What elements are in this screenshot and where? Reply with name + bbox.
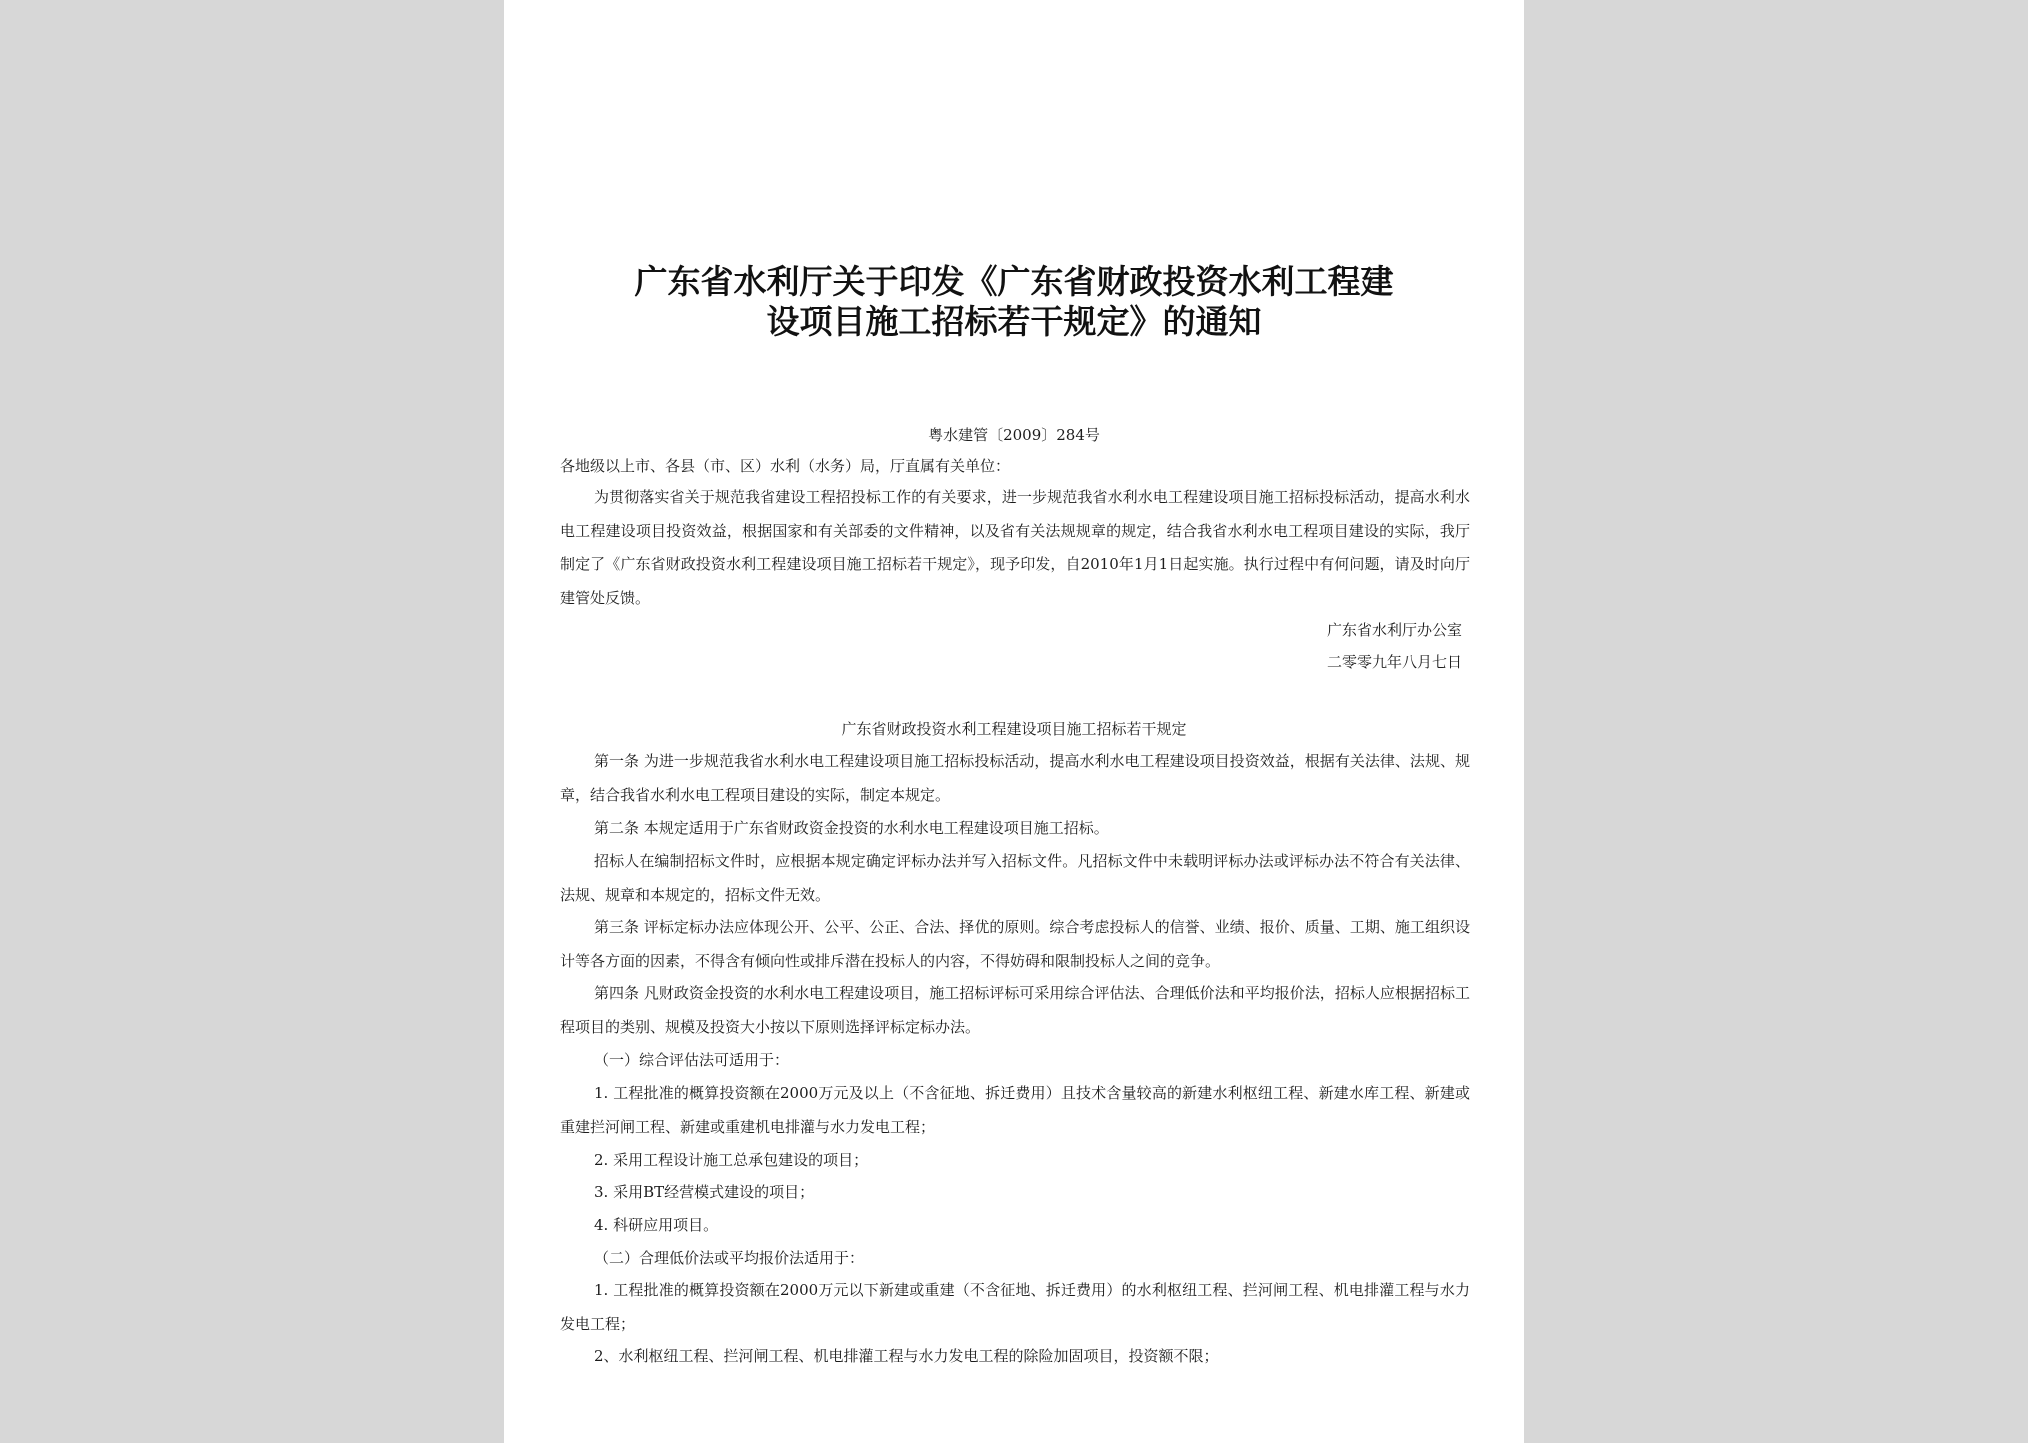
article-4: 第四条 凡财政资金投资的水利水电工程建设项目，施工招标评标可采用综合评估法、合理低价法和平均报价法，招标人应根据招标工程项目的类别、规模及投资大小按以下原则选择评标定标办法。 (560, 984, 1470, 1036)
section-1-item-1: 1. 工程批准的概算投资额在2000万元及以上（不含征地、拆迁费用）且技术含量较高的新建水利枢纽工程、新建水库工程、新建或重建拦河闸工程、新建或重建机电排灌与水力发电工程； (560, 1084, 1470, 1136)
issue-date: 二零零九年八月七日 (1326, 653, 1462, 671)
document-title-line-1: 广东省水利厅关于印发《广东省财政投资水利工程建 (634, 262, 1394, 301)
section-1-heading: （一）综合评估法可适用于： (594, 1051, 790, 1069)
article-2: 第二条 本规定适用于广东省财政资金投资的水利水电工程建设项目施工招标。 (594, 819, 1109, 837)
document-page (504, 0, 1524, 1443)
section-1-item-4: 4. 科研应用项目。 (594, 1216, 719, 1234)
article-3: 第三条 评标定标办法应体现公开、公平、公正、合法、择优的原则。综合考虑投标人的信誉、业绩、报价、质量、工期、施工组织设计等各方面的因素，不得含有倾向性或排斥潜在投标人的内容，不得妨碍和限制投标人之间的竞争。 (560, 918, 1470, 970)
section-1-item-3: 3. 采用BT经营模式建设的项目； (594, 1183, 815, 1201)
section-1-item-2: 2. 采用工程设计施工总承包建设的项目； (594, 1151, 869, 1169)
section-2-heading: （二）合理低价法或平均报价法适用于： (594, 1249, 865, 1267)
intro-paragraph: 为贯彻落实省关于规范我省建设工程招投标工作的有关要求，进一步规范我省水利水电工程建设项目施工招标投标活动，提高水利水电工程建设项目投资效益，根据国家和有关部委的文件精神，以及省有关法规规章的规定，结合我省水利水电工程项目建设的实际，我厅制定了《广东省财政投资水利工程建设项目施工招标若干规定》，现予印发，自2010年1月1日起实施。执行过程中有何问题，请及时向厅建管处反馈。 (560, 488, 1470, 607)
salutation: 各地级以上市、各县（市、区）水利（水务）局，厅直属有关单位： (560, 457, 1011, 475)
section-2-item-1: 1. 工程批准的概算投资额在2000万元以下新建或重建（不含征地、拆迁费用）的水利枢纽工程、拦河闸工程、机电排灌工程与水力发电工程； (560, 1281, 1470, 1333)
section-2-item-2: 2、水利枢纽工程、拦河闸工程、机电排灌工程与水力发电工程的除险加固项目，投资额不限； (594, 1347, 1219, 1365)
document-title (586, 262, 1442, 342)
article-1: 第一条 为进一步规范我省水利水电工程建设项目施工招标投标活动，提高水利水电工程建设项目投资效益，根据有关法律、法规、规章，结合我省水利水电工程项目建设的实际，制定本规定。 (560, 752, 1470, 804)
regulation-title: 广东省财政投资水利工程建设项目施工招标若干规定 (841, 720, 1187, 738)
issuer: 广东省水利厅办公室 (1326, 621, 1462, 639)
document-number: 粤水建管〔2009〕284号 (928, 426, 1100, 444)
article-2-paragraph-2: 招标人在编制招标文件时，应根据本规定确定评标办法并写入招标文件。凡招标文件中未载明评标办法或评标办法不符合有关法律、法规、规章和本规定的，招标文件无效。 (560, 852, 1470, 904)
document-title-line-2: 设项目施工招标若干规定》的通知 (766, 302, 1262, 341)
